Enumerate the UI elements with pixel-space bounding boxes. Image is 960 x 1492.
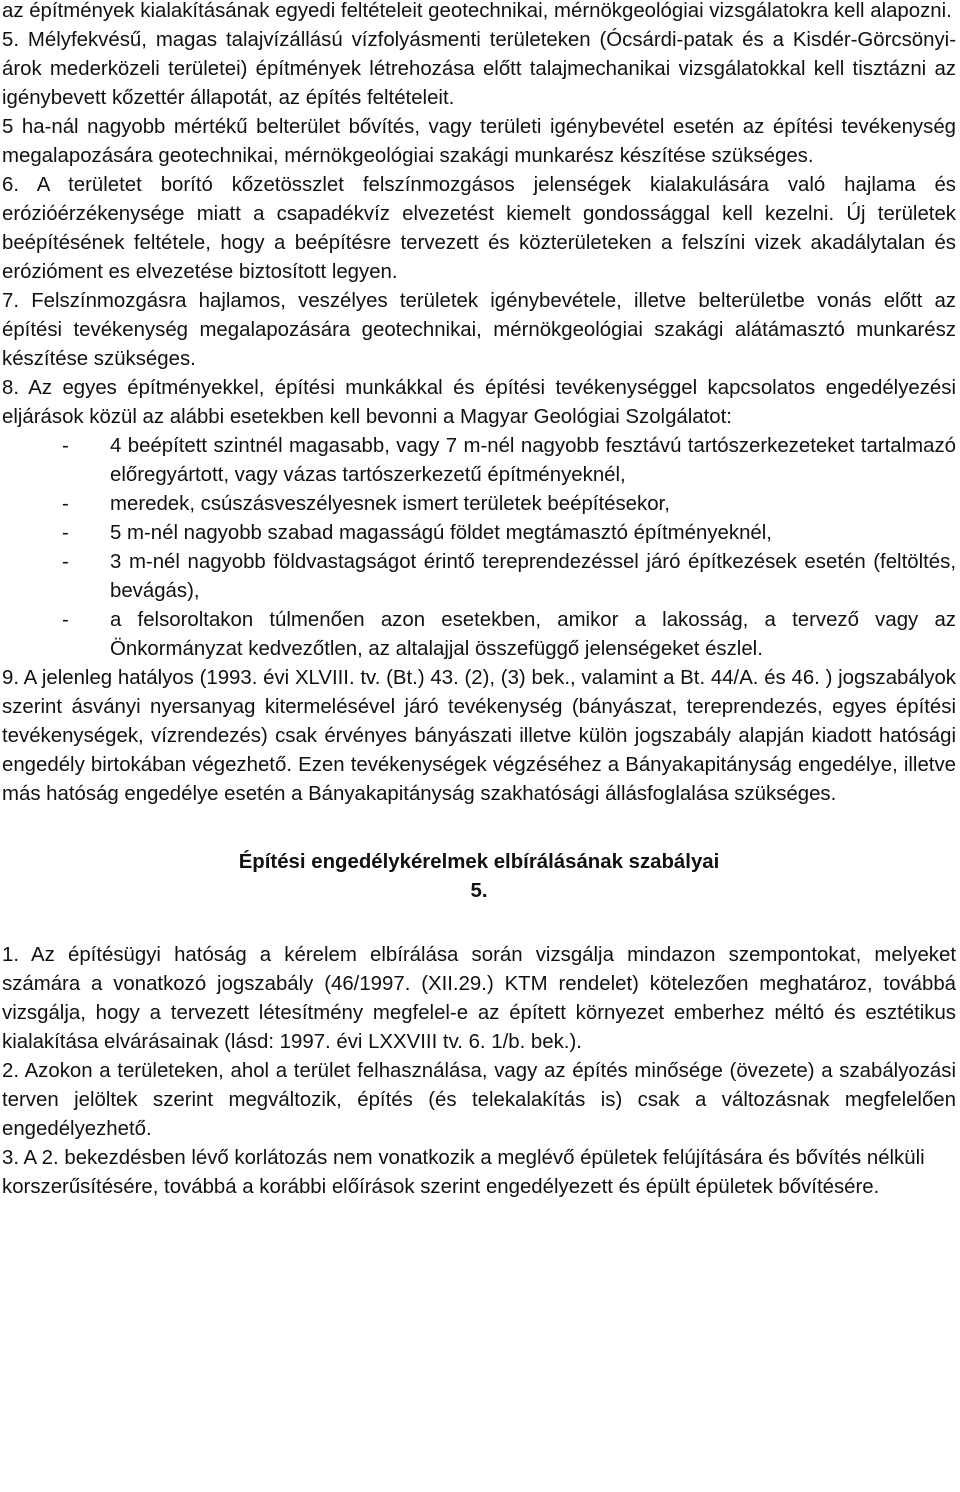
list-item-text: 3 m-nél nagyobb földvastagságot érintő tereprendezéssel járó építkezések esetén (feltöltés, bevágás),: [110, 551, 956, 602]
paragraph-8: 8. Az egyes építményekkel, építési munkákkal és építési tevékenységgel kapcsolatos engedélyezési eljárások közül az alábbi esetekben kell bevonni a Magyar Geológiai Szolgálatot:: [2, 377, 956, 428]
paragraph-section5-2: 2. Azokon a területeken, ahol a terület felhasználása, vagy az építés minősége (övezete) a szabályozási terven jelöltek szerint megváltozik, építés (és telekalakítás is) csak a változásnak megfelelően engedélyezhető.: [2, 1060, 956, 1140]
list-item: [2, 548, 956, 606]
paragraph-6: 6. A területet borító kőzetösszlet felszínmozgásos jelenségek kialakulására való hajlama és erózióérzékenysége miatt a csapadékvíz elvezetést kiemelt gondossággal kell kezelni. Új területek beépítésének feltétele, hogy a beépítésre tervezett és közterületeken a felszíni vizek akadálytalan és erózióment es elvezetése biztosított legyen.: [2, 174, 956, 283]
paragraph-5-continued: 5 ha-nál nagyobb mértékű belterület bővítés, vagy területi igénybevétel esetén az építési tevékenység megalapozására geotechnikai, mérnökgeológiai szakági munkarész készítése szükséges.: [2, 116, 956, 167]
list-item-text: meredek, csúszásveszélyesnek ismert területek beépítésekor,: [110, 493, 670, 515]
list-item-text: a felsoroltakon túlmenően azon esetekben, amikor a lakosság, a tervező vagy az Önkormányzat kedvezőtlen, az altalajjal összefüggő jelenségeket észlel.: [110, 609, 956, 660]
list-item: [2, 606, 956, 664]
list-marker: -: [62, 493, 69, 515]
paragraph-9: 9. A jelenleg hatályos (1993. évi XLVIII. tv. (Bt.) 43. (2), (3) bek., valamint a Bt. 44/A. és 46. ) jogszabályok szerint ásványi nyersanyag kitermelésével járó tevékenység (bányászat, tereprendezés, egyes építési tevékenységek, vízrendezés) csak érvényes bányászati illetve külön jogszabály alapján kiadott hatósági engedély birtokában végezhető. Ezen tevékenységek végzéséhez a Bányakapitányság engedélye, illetve más hatóság engedélye esetén a Bányakapitányság szakhatósági állásfoglalása szükséges.: [2, 667, 956, 805]
section-heading: Építési engedélykérelmek elbírálásának szabályai: [238, 851, 720, 873]
list-item-text: 5 m-nél nagyobb szabad magasságú földet megtámasztó építményeknél,: [110, 522, 772, 544]
section-number: 5.: [470, 880, 488, 902]
geology-service-cases-list: [2, 432, 956, 664]
paragraph-7: 7. Felszínmozgásra hajlamos, veszélyes területek igénybevétele, illetve belterületbe vonás előtt az építési tevékenység megalapozására geotechnikai, mérnökgeológiai szakági alátámasztó munkarész készítése szükséges.: [2, 290, 956, 370]
list-marker: -: [62, 609, 69, 631]
list-item-text: 4 beépített szintnél magasabb, vagy 7 m-nél nagyobb fesztávú tartószerkezeteket tartalmazó előregyártott, vagy vázas tartószerkezetű építményeknél,: [110, 435, 956, 486]
paragraph-intro: az építmények kialakításának egyedi feltételeit geotechnikai, mérnökgeológiai vizsgálatokra kell alapozni.: [2, 0, 952, 22]
list-item: [2, 519, 956, 548]
document-page: [2, 0, 956, 1202]
list-marker: -: [62, 522, 69, 544]
paragraph-section5-3: 3. A 2. bekezdésben lévő korlátozás nem vonatkozik a meglévő épületek felújítására és bővítés nélküli korszerűsítésére, továbbá a korábbi előírások szerint engedélyezett és épült épületek bővítésére.: [2, 1147, 925, 1198]
list-marker: -: [62, 551, 69, 573]
paragraph-section5-1: 1. Az építésügyi hatóság a kérelem elbírálása során vizsgálja mindazon szempontokat, melyeket számára a vonatkozó jogszabály (46/1997. (XII.29.) KTM rendelet) kötelezően meghatároz, továbbá vizsgálja, hogy a tervezett létesítmény megfelel-e az épített környezet emberhez méltó és esztétikus kialakítása elvárásainak (lásd: 1997. évi LXXVIII tv. 6. 1/b. bek.).: [2, 944, 956, 1053]
paragraph-5: 5. Mélyfekvésű, magas talajvízállású vízfolyásmenti területeken (Ócsárdi-patak és a Kisdér-Görcsönyi-árok mederközeli területei) építmények létrehozása előtt talajmechanikai vizsgálatokkal kell tisztázni az igénybevett kőzettér állapotát, az építés feltételeit.: [2, 29, 956, 109]
list-item: [2, 490, 956, 519]
list-marker: -: [62, 435, 69, 457]
list-item: [2, 432, 956, 490]
